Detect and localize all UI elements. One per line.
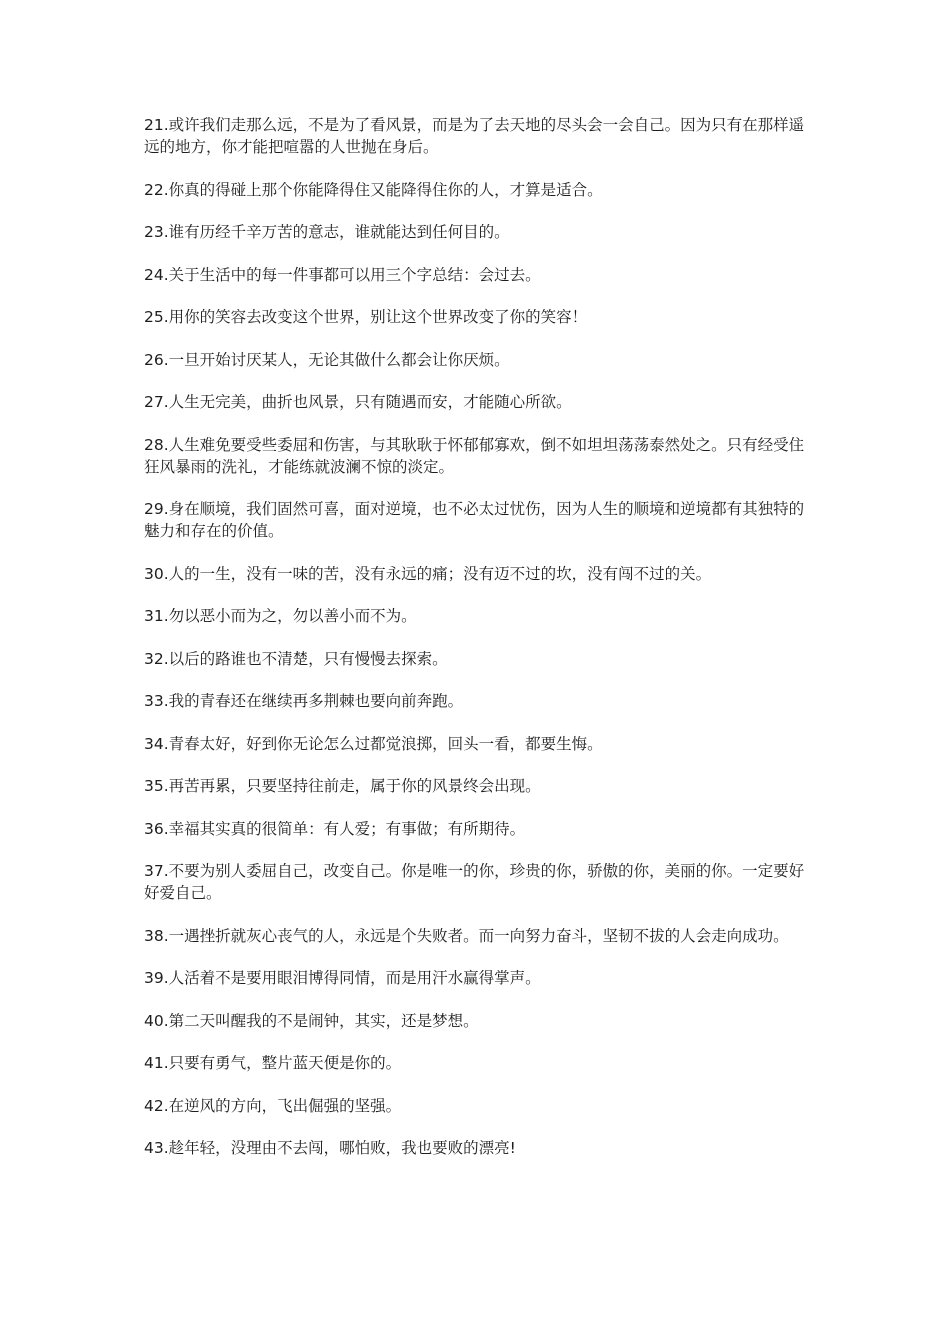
- quote-item: 28.人生难免要受些委屈和伤害，与其耿耿于怀郁郁寡欢，倒不如坦坦荡荡泰然处之。只有经受住狂风暴雨的洗礼，才能练就波澜不惊的淡定。: [144, 435, 805, 476]
- quote-item: 32.以后的路谁也不清楚，只有慢慢去探索。: [144, 649, 448, 668]
- quote-item: 21.或许我们走那么远，不是为了看风景，而是为了去天地的尽头会一会自己。因为只有在那样遥远的地方，你才能把喧嚣的人世抛在身后。: [144, 116, 805, 156]
- quote-item: 31.勿以恶小而为之，勿以善小而不为。: [144, 607, 417, 625]
- quote-item: 36.幸福其实真的很简单：有人爱；有事做；有所期待。: [144, 819, 526, 838]
- quote-item: 37.不要为别人委屈自己，改变自己。你是唯一的你，珍贵的你，骄傲的你，美丽的你。一定要好好爱自己。: [144, 862, 805, 902]
- quote-item: 24.关于生活中的每一件事都可以用三个字总结：会过去。: [144, 265, 541, 284]
- quote-list: [144, 114, 810, 1180]
- quote-item: 22.你真的得碰上那个你能降得住又能降得住你的人，才算是适合。: [144, 180, 603, 199]
- quote-item: 34.青春太好，好到你无论怎么过都觉浪掷，回头一看，都要生悔。: [144, 734, 603, 753]
- quote-item: 39.人活着不是要用眼泪博得同情，而是用汗水赢得掌声。: [144, 969, 541, 987]
- quote-item: 23.谁有历经千辛万苦的意志，谁就能达到任何目的。: [144, 223, 510, 241]
- quote-item: 40.第二天叫醒我的不是闹钟，其实，还是梦想。: [144, 1011, 479, 1030]
- quote-item: 43.趁年轻，没理由不去闯，哪怕败，我也要败的漂亮!: [144, 1139, 516, 1157]
- quote-item: 33.我的青春还在继续再多荆棘也要向前奔跑。: [144, 692, 464, 710]
- quote-item: 42.在逆风的方向，飞出倔强的坚强。: [144, 1096, 402, 1115]
- quote-item: 38.一遇挫折就灰心丧气的人，永远是个失败者。而一向努力奋斗，坚韧不拔的人会走向成功。: [144, 926, 789, 945]
- quote-item: 29.身在顺境，我们固然可喜，面对逆境，也不必太过忧伤，因为人生的顺境和逆境都有其独特的魅力和存在的价值。: [144, 500, 805, 540]
- quote-item: 27.人生无完美，曲折也风景，只有随遇而安，才能随心所欲。: [144, 393, 572, 411]
- quote-item: 35.再苦再累，只要坚持往前走，属于你的风景终会出现。: [144, 777, 541, 795]
- quote-item: 41.只要有勇气，整片蓝天便是你的。: [144, 1054, 402, 1072]
- quote-item: 26.一旦开始讨厌某人，无论其做什么都会让你厌烦。: [144, 350, 510, 369]
- quote-item: 25.用你的笑容去改变这个世界，别让这个世界改变了你的笑容！: [144, 308, 588, 326]
- quote-item: 30.人的一生，没有一味的苦，没有永远的痛；没有迈不过的坎，没有闯不过的关。: [144, 564, 712, 583]
